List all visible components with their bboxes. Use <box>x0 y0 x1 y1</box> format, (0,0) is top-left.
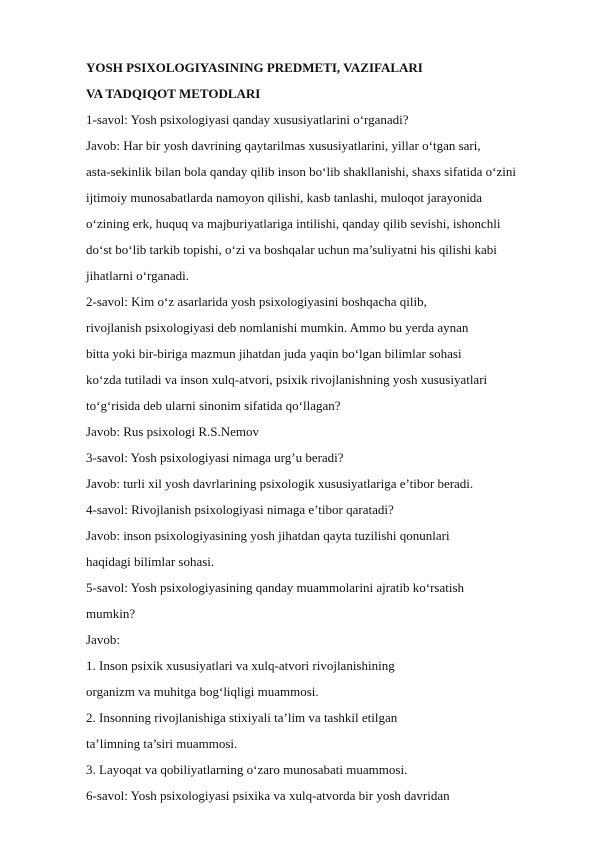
answer-1-line: Javob: Har bir yosh davrining qaytarilmas xususiyatlarini, yillar o‘tgan sari, <box>86 138 481 153</box>
question-2-line: to‘g‘risida deb ularni sinonim sifatida qo‘llagan? <box>86 398 341 413</box>
answer-1-line: do‘st bo‘lib tarkib topishi, o‘zi va boshqalar uchun ma’suliyatni his qilishi kabi <box>86 242 497 257</box>
question-1: 1-savol: Yosh psixologiyasi qanday xususiyatlarini o‘rganadi? <box>86 112 409 127</box>
answer-5-item-1: organizm va muhitga bog‘liqligi muammosi. <box>86 684 319 699</box>
question-5-line: mumkin? <box>86 606 136 621</box>
answer-5-item-2: ta’limning ta’siri muammosi. <box>86 736 238 751</box>
question-2-line: 2-savol: Kim o‘z asarlarida yosh psixologiyasini boshqacha qilib, <box>86 294 427 309</box>
answer-5-item-1: 1. Inson psixik xususiyatlari va xulq-atvori rivojlanishining <box>86 658 395 673</box>
answer-1-line: ijtimoiy munosabatlarda namoyon qilishi, kasb tanlashi, muloqot jarayonida <box>86 190 483 205</box>
question-3: 3-savol: Yosh psixologiyasi nimaga urg’u beradi? <box>86 450 344 465</box>
answer-1-line: o‘zining erk, huquq va majburiyatlariga intilishi, qanday qilib sevishi, ishonchli <box>86 216 501 231</box>
question-2-line: ko‘zda tutiladi va inson xulq-atvori, psixik rivojlanishning yosh xususiyatlari <box>86 372 488 387</box>
document-title-line-2: VA TADQIQOT METODLARI <box>86 86 261 101</box>
document-text <box>86 55 586 809</box>
answer-1-line: jihatlarni o‘rganadi. <box>86 268 190 283</box>
question-2-line: rivojlanish psixologiyasi deb nomlanishi mumkin. Ammo bu yerda aynan <box>86 320 469 335</box>
question-5-line: 5-savol: Yosh psixologiyasining qanday muammolarini ajratib ko‘rsatish <box>86 580 465 595</box>
answer-5-item-3: 3. Layoqat va qobiliyatlarning o‘zaro munosabati muammosi. <box>86 762 408 777</box>
answer-5-item-2: 2. Insonning rivojlanishiga stixiyali ta’lim va tashkil etilgan <box>86 710 398 725</box>
answer-2: Javob: Rus psixologi R.S.Nemov <box>86 424 259 439</box>
question-2-line: bitta yoki bir-biriga mazmun jihatdan juda yaqin bo‘lgan bilimlar sohasi <box>86 346 462 361</box>
answer-4-line: Javob: inson psixologiyasining yosh jihatdan qayta tuzilishi qonunlari <box>86 528 450 543</box>
answer-4-line: haqidagi bilimlar sohasi. <box>86 554 215 569</box>
answer-1-line: asta-sekinlik bilan bola qanday qilib inson bo‘lib shakllanishi, shaxs sifatida o‘zini <box>86 164 517 179</box>
question-6: 6-savol: Yosh psixologiyasi psixika va xulq-atvorda bir yosh davridan <box>86 788 450 803</box>
answer-3: Javob: turli xil yosh davrlarining psixologik xususiyatlariga e’tibor beradi. <box>86 476 474 491</box>
document-title-line-1: YOSH PSIXOLOGIYASINING PREDMETI, VAZIFALARI <box>86 60 423 75</box>
answer-5-label: Javob: <box>86 632 120 647</box>
question-4: 4-savol: Rivojlanish psixologiyasi nimaga e’tibor qaratadi? <box>86 502 394 517</box>
